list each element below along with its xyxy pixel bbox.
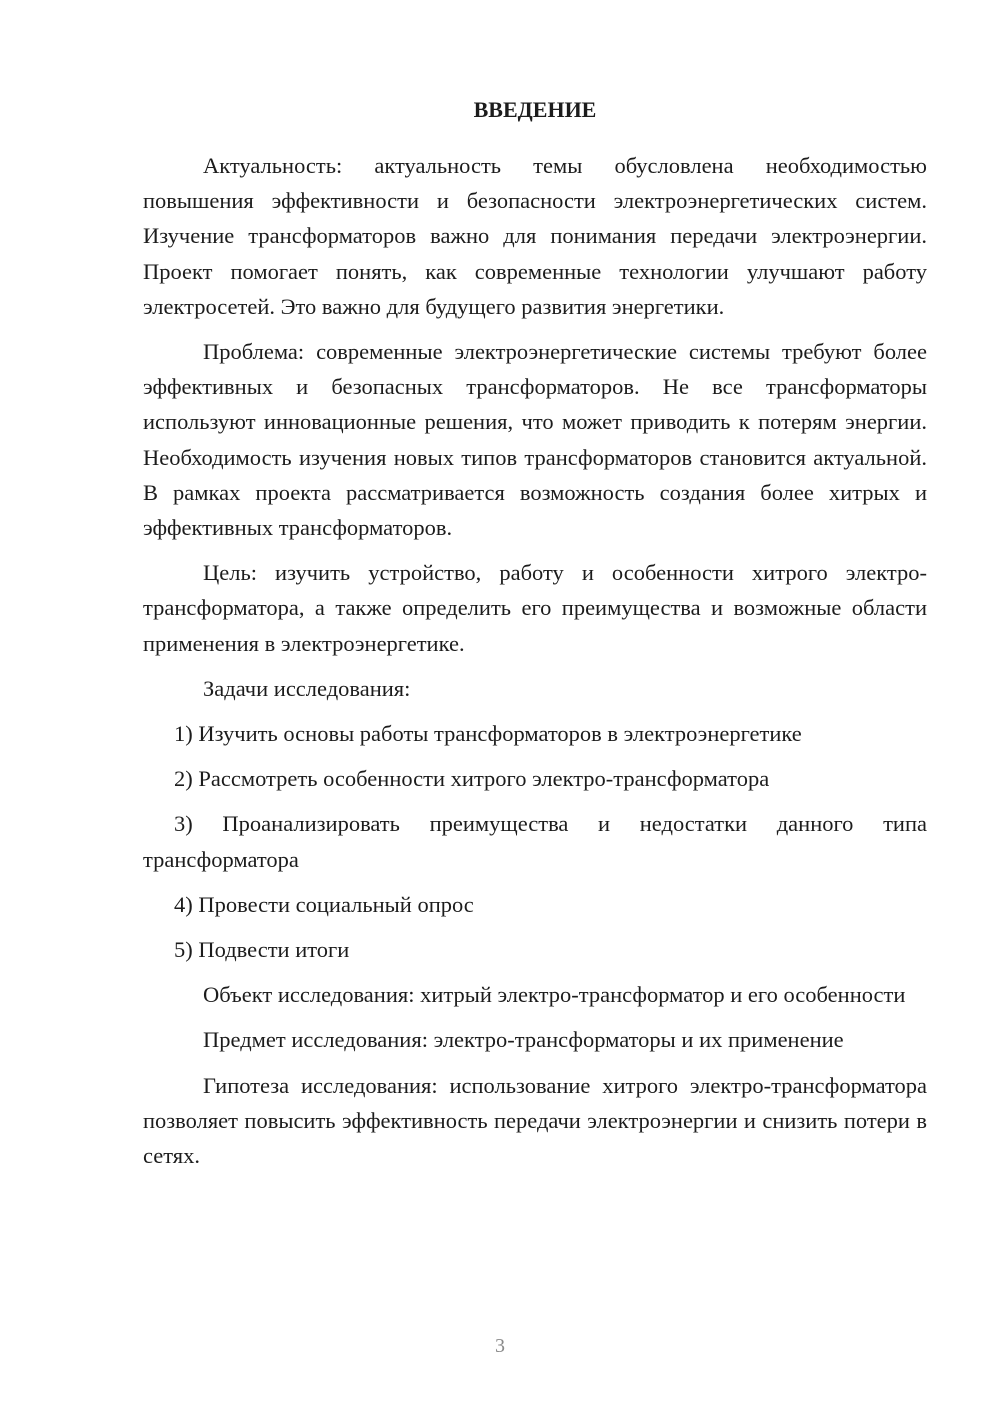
paragraph-relevance: Актуальность: актуальность темы обусловлена необходимостью повышения эффективности и безопасности электроэнергетических систем. Изучение трансформаторов важно для понимания передачи электроэнергии. Проект помогает понять, как современные технологии улучшают работу электросетей. Это важно для будущего развития энергетики.	[143, 153, 927, 319]
paragraph-goal: Цель: изучить устройство, работу и особенности хитрого электро-трансформатора, а также определить его преимущества и возможные области применения в электроэнергетике.	[143, 560, 927, 656]
section-title: ВВЕДЕНИЕ	[473, 97, 597, 122]
document-page	[143, 92, 927, 1183]
task-item: 5) Подвести итоги	[174, 937, 350, 963]
page-number: 3	[495, 1335, 505, 1357]
task-item: 1) Изучить основы работы трансформаторов в электроэнергетике	[174, 721, 802, 747]
task-item: 4) Провести социальный опрос	[174, 891, 474, 917]
tasks-heading: Задачи исследования:	[203, 675, 411, 701]
task-item: 3) Проанализировать преимущества и недостатки данного типа трансформатора	[143, 811, 927, 872]
paragraph-hypothesis: Гипотеза исследования: использование хитрого электро-трансформатора позволяет повысить эффективность передачи электроэнергии и снизить потери в сетях.	[143, 1072, 927, 1169]
paragraph-subject: Предмет исследования: электро-трансформаторы и их применение	[203, 1027, 844, 1053]
paragraph-object: Объект исследования: хитрый электро-трансформатор и его особенности	[203, 982, 906, 1008]
paragraph-problem: Проблема: современные электроэнергетические системы требуют более эффективных и безопасных трансформаторов. Не все трансформаторы используют инновационные решения, что может приводить к потерям энергии. Необходимость изучения новых типов трансформаторов становится актуальной. В рамках проекта рассматривается возможность создания более хитрых и эффективных трансформаторов.	[143, 339, 927, 541]
task-item: 2) Рассмотреть особенности хитрого электро-трансформатора	[174, 766, 770, 792]
